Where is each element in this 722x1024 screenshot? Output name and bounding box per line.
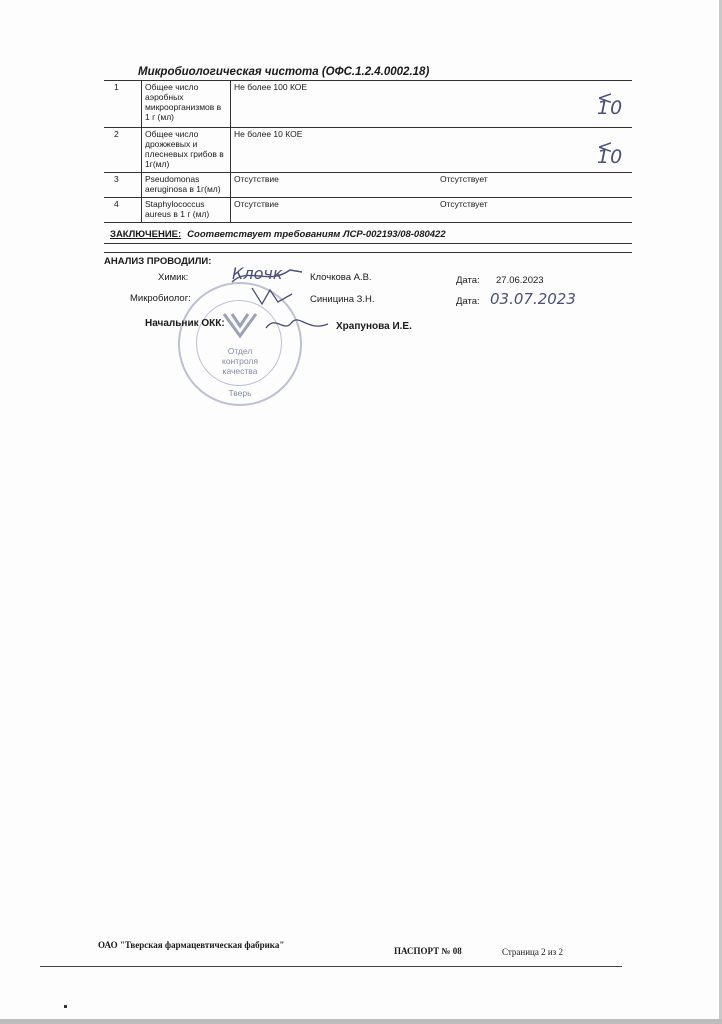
scan-mark xyxy=(64,1005,67,1008)
divider xyxy=(104,252,632,253)
microbiologist-date-handwritten: 03.07.2023 xyxy=(490,290,576,308)
row-norm: Не более 100 КОЕ xyxy=(231,81,438,128)
table-row xyxy=(104,128,632,173)
row-result: Отсутствует xyxy=(440,174,488,184)
head-role: Начальник ОКК: xyxy=(145,318,225,329)
table-row xyxy=(104,173,632,198)
divider xyxy=(40,966,622,967)
microbiologist-name: Синицина З.Н. xyxy=(310,294,375,305)
chemist-signature: Клочк xyxy=(232,264,283,283)
row-number: 2 xyxy=(104,128,142,173)
row-indicator: Общее число дрожжевых и плесневых грибов в 1г(мл) xyxy=(142,128,231,173)
spec-table xyxy=(104,80,632,223)
signature-stroke-icon xyxy=(228,264,308,286)
conclusion-label: ЗАКЛЮЧЕНИЕ: xyxy=(110,229,182,240)
microbiologist-role: Микробиолог: xyxy=(130,293,191,304)
signature-stroke-icon xyxy=(262,312,332,336)
row-number: 3 xyxy=(104,173,142,198)
footer-page: Страница 2 из 2 xyxy=(502,947,563,957)
chemist-role: Химик: xyxy=(158,272,189,283)
signature-stroke-icon xyxy=(248,284,298,308)
row-result-cell xyxy=(437,198,632,223)
table-row xyxy=(104,81,632,128)
chemist-name: Клочкова А.В. xyxy=(310,272,372,283)
chemist-date-label: Дата: xyxy=(456,275,480,286)
head-name: Храпунова И.Е. xyxy=(336,321,412,332)
handwritten-result: < 10 xyxy=(597,87,624,119)
stamp-line: контроля xyxy=(222,356,258,366)
conclusion xyxy=(110,229,446,240)
footer-passport: ПАСПОРТ № 08 xyxy=(394,946,462,956)
handwritten-result: < 10 xyxy=(597,136,624,168)
row-number: 4 xyxy=(104,198,142,223)
divider xyxy=(104,243,632,244)
chemist-date: 27.06.2023 xyxy=(496,275,544,286)
row-indicator: Pseudomonas aeruginosa в 1г(мл) xyxy=(142,173,231,198)
section-title: Микробиологическая чистота (ОФС.1.2.4.0002.18) xyxy=(138,66,430,78)
row-norm: Отсутствие xyxy=(231,198,438,223)
scan-edge xyxy=(0,1019,722,1024)
row-indicator: Общее число аэробных микроорганизмов в 1 г (мл) xyxy=(142,81,231,128)
conclusion-text: Соответствует требованиям ЛСР-002193/08-080422 xyxy=(187,229,446,240)
row-number: 1 xyxy=(104,81,142,128)
row-result: Отсутствует xyxy=(440,199,488,209)
stamp-line: Отдел xyxy=(227,346,253,356)
row-result-cell xyxy=(437,128,632,173)
row-result-cell xyxy=(437,173,632,198)
row-indicator: Staphylococcus aureus в 1 г (мл) xyxy=(142,198,231,223)
microbiologist-date-label: Дата: xyxy=(456,296,480,307)
analysts-heading: АНАЛИЗ ПРОВОДИЛИ: xyxy=(104,256,212,267)
table-row xyxy=(104,198,632,223)
footer-company: ОАО "Тверская фармацевтическая фабрика" xyxy=(98,940,285,950)
stamp-line: качества xyxy=(222,366,258,376)
row-norm: Отсутствие xyxy=(231,173,438,198)
row-result-cell xyxy=(437,81,632,128)
stamp-city: Тверь xyxy=(228,388,252,398)
row-norm: Не более 10 КОЕ xyxy=(231,128,438,173)
